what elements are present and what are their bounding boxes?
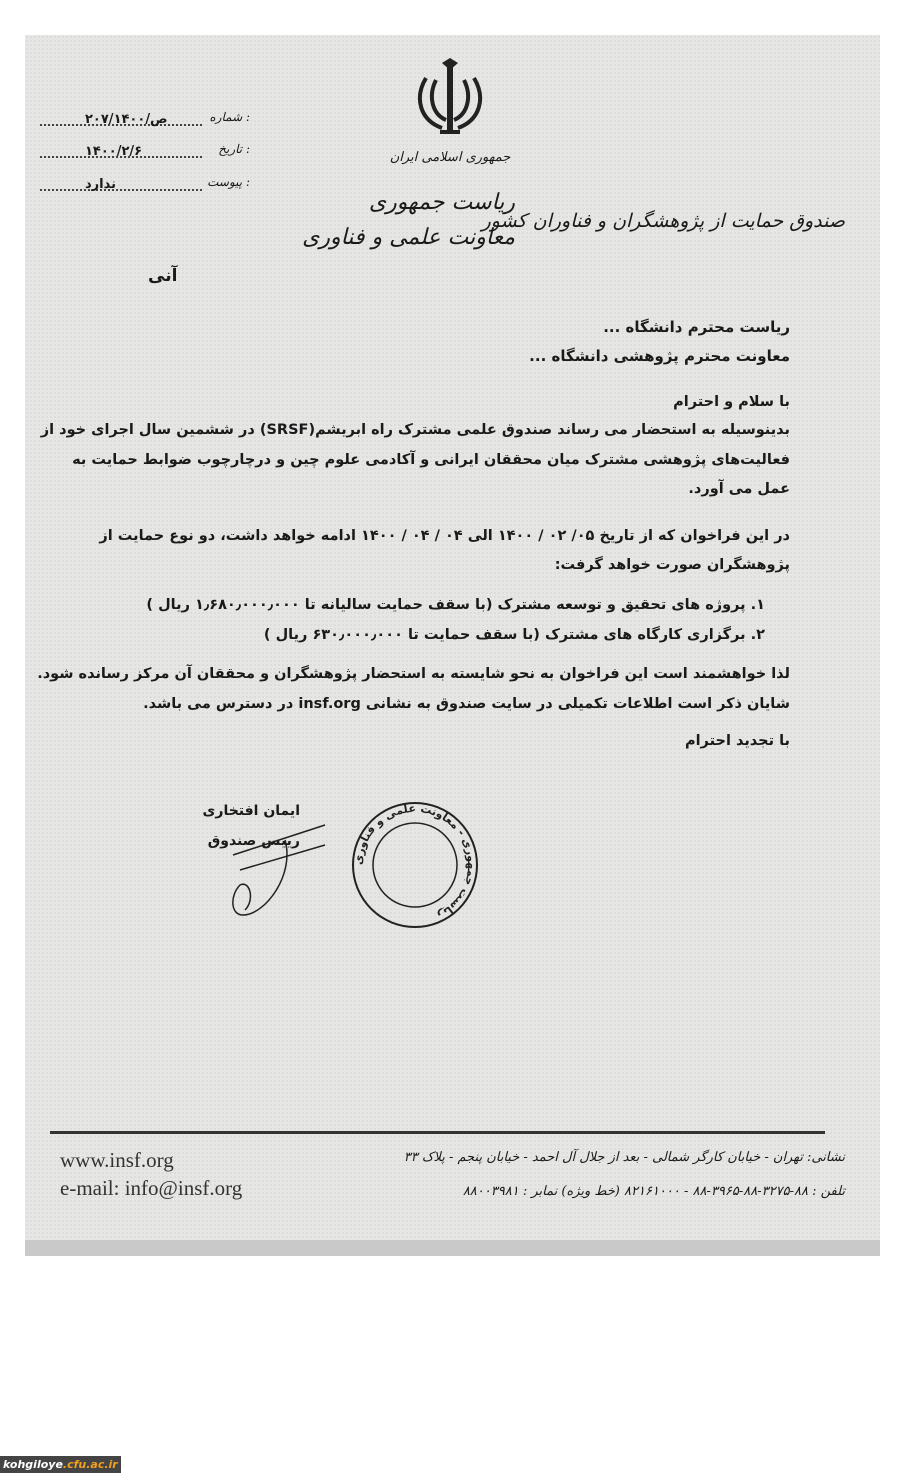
handwritten-signature: [225, 815, 335, 925]
field-label: تاریخ :: [218, 142, 250, 156]
list-item: ۱. پروژه های تحقیق و توسعه مشترک (با سقف حمایت سالیانه تا ۱٫۶۸۰٫۰۰۰٫۰۰۰ ریال ): [146, 597, 765, 613]
footer-phone: تلفن : ۸۸-۳۲۷۵-۸۸-۳۹۶۵-۸۸ - ۸۲۱۶۱۰۰۰ (خط ویژه) نمابر : ۸۸۰۰۳۹۸۱: [462, 1184, 845, 1199]
footer-email: e-mail: info@insf.org: [60, 1176, 243, 1200]
field-value: ۲۰۷/ص/۱۴۰۰: [85, 112, 168, 127]
svg-text:ریاست جمهوری - معاونت علمی و ف: [352, 802, 478, 922]
letter-date-field: [40, 142, 250, 162]
footer-website: www.insf.org: [60, 1148, 174, 1172]
office-line1: ریاست جمهوری: [368, 190, 515, 215]
field-label: پیوست :: [207, 175, 250, 189]
footer-address: نشانی: تهران - خیابان کارگر شمالی - بعد از جلال آل احمد - خیابان پنجم - پلاک ۳۳: [403, 1150, 845, 1165]
attachment-field: [40, 175, 250, 195]
list-item: ۲. برگزاری کارگاه های مشترک (با سقف حمایت تا ۶۳۰٫۰۰۰٫۰۰۰ ریال ): [263, 627, 765, 643]
paragraph-line: عمل می آورد.: [688, 481, 790, 497]
paragraph-line: در این فراخوان که از تاریخ ۰۵/ ۰۲ / ۱۴۰۰ الی ۰۴ / ۰۴ / ۱۴۰۰ ادامه خواهد داشت، دو نوع حمایت از: [99, 528, 790, 544]
paragraph-line: شایان ذکر است اطلاعات تکمیلی در سایت صندوق به نشانی insf.org در دسترس می باشد.: [143, 696, 790, 712]
dotted-line: [40, 189, 202, 191]
paragraph-line: بدینوسیله به استحضار می رساند صندوق علمی مشترک راه ابریشم(SRSF) در ششمین سال اجرای خود از: [40, 422, 790, 438]
addressee-2: معاونت محترم پژوهشی دانشگاه ...: [529, 347, 790, 365]
iran-emblem-icon: [412, 58, 488, 138]
scan-edge: [25, 1240, 880, 1256]
greeting: با سلام و احترام: [673, 394, 790, 410]
letter-number-field: [40, 110, 250, 130]
signatory-title: رییس صندوق: [207, 833, 300, 849]
official-stamp: [350, 800, 480, 930]
paragraph-line: پژوهشگران صورت خواهد گرفت:: [554, 557, 790, 573]
footer-divider: [50, 1131, 825, 1134]
watermark-domain: .cfu.ac.ir: [62, 1458, 118, 1471]
paragraph-line: لذا خواهشمند است این فراخوان به نحو شایسته به استحضار پژوهشگران و محققان آن مرکز رسانده شود.: [37, 666, 790, 682]
site-watermark: [0, 1456, 121, 1473]
signatory-name: ایمان افتخاری: [202, 803, 300, 819]
country-name: جمهوری اسلامی ایران: [389, 150, 511, 165]
urgency-label: آنی: [148, 266, 178, 286]
office-line2: معاونت علمی و فناوری: [302, 225, 515, 250]
organization-name: صندوق حمایت از پژوهشگران و فناوران کشور: [481, 210, 845, 232]
closing-line: با تجدید احترام: [684, 733, 790, 749]
paragraph-line: فعالیت‌های پژوهشی مشترک میان محققان ایرانی و آکادمی علوم چین و درچارچوب ضوابط حمایت به: [72, 452, 790, 468]
watermark-text: kohgiloye: [3, 1458, 63, 1471]
stamp-text: ریاست جمهوری - معاونت علمی و فناوری: [351, 801, 479, 923]
field-value: ۱۴۰۰/۲/۶: [85, 144, 143, 159]
field-value: ندارد: [85, 177, 117, 192]
field-label: شماره :: [209, 110, 250, 124]
addressee-1: ریاست محترم دانشگاه ...: [603, 318, 790, 336]
